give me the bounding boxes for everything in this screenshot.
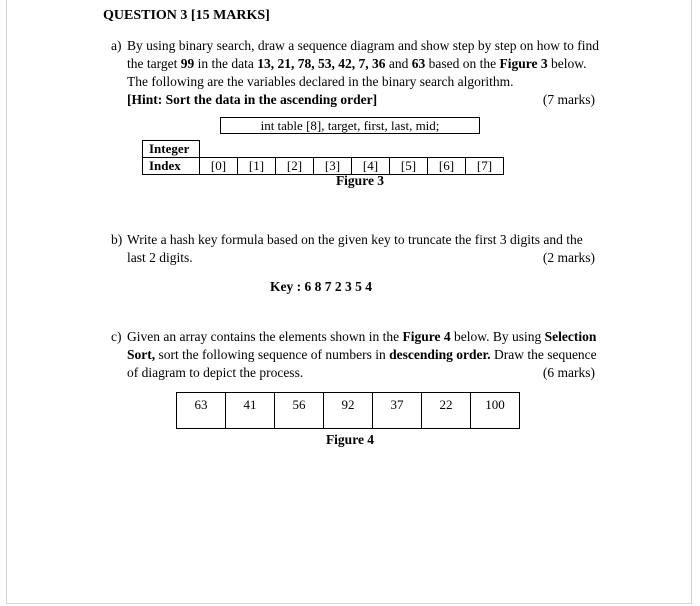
part-b-marks: (2 marks) bbox=[542, 250, 595, 265]
part-c-line-3: of diagram to depict the process. bbox=[127, 365, 304, 380]
part-a-label: a) bbox=[111, 38, 122, 53]
part-a-line-3: The following are the variables declared in the binary search algorithm. bbox=[127, 74, 514, 89]
index-cell: [2] bbox=[276, 158, 314, 175]
index-cell: [5] bbox=[390, 158, 428, 175]
part-c-line-2: Sort, sort the following sequence of numbers in descending order. Draw the sequence bbox=[127, 347, 597, 362]
index-cell: [3] bbox=[314, 158, 352, 175]
variable-declaration-box: int table [8], target, first, last, mid; bbox=[220, 117, 480, 134]
index-cell: [7] bbox=[466, 158, 504, 175]
index-cell: [6] bbox=[428, 158, 466, 175]
part-c-label: c) bbox=[111, 329, 122, 344]
row-header-index: Index bbox=[143, 158, 200, 175]
question-title: QUESTION 3 [15 MARKS] bbox=[103, 8, 270, 23]
array-cell: 100 bbox=[471, 393, 520, 429]
array-cell: 92 bbox=[324, 393, 373, 429]
table-row bbox=[143, 141, 504, 158]
table-row bbox=[143, 158, 504, 175]
figure-4-caption: Figure 4 bbox=[325, 432, 375, 447]
index-cell: [4] bbox=[352, 158, 390, 175]
figure-4-array bbox=[176, 392, 520, 429]
part-b-line-1: Write a hash key formula based on the given key to truncate the first 3 digits and the bbox=[127, 232, 583, 247]
part-a-marks: (7 marks) bbox=[542, 92, 595, 107]
array-cell: 37 bbox=[373, 393, 422, 429]
figure-3-caption: Figure 3 bbox=[335, 173, 385, 188]
table-row bbox=[177, 393, 520, 429]
part-b-line-2: last 2 digits. bbox=[127, 250, 193, 265]
part-a-line-1: By using binary search, draw a sequence diagram and show step by step on how to find bbox=[127, 38, 600, 53]
array-cell: 63 bbox=[177, 393, 226, 429]
array-cell: 56 bbox=[275, 393, 324, 429]
index-cell: [0] bbox=[200, 158, 238, 175]
index-cell: [1] bbox=[238, 158, 276, 175]
part-a-hint: [Hint: Sort the data in the ascending order] bbox=[127, 92, 378, 107]
part-b-label: b) bbox=[111, 232, 123, 247]
row-header-integer: Integer bbox=[143, 141, 200, 158]
figure-3-table bbox=[142, 140, 504, 175]
hash-key: Key : 6 8 7 2 3 5 4 bbox=[270, 279, 372, 294]
part-c-line-1: Given an array contains the elements shown in the Figure 4 below. By using Selection bbox=[127, 329, 597, 344]
blank-cells bbox=[200, 141, 504, 158]
part-c-marks: (6 marks) bbox=[542, 365, 595, 380]
array-cell: 22 bbox=[422, 393, 471, 429]
part-a-line-2: the target 99 in the data 13, 21, 78, 53, 42, 7, 36 and 63 based on the Figure 3 below. bbox=[127, 56, 587, 71]
array-cell: 41 bbox=[226, 393, 275, 429]
